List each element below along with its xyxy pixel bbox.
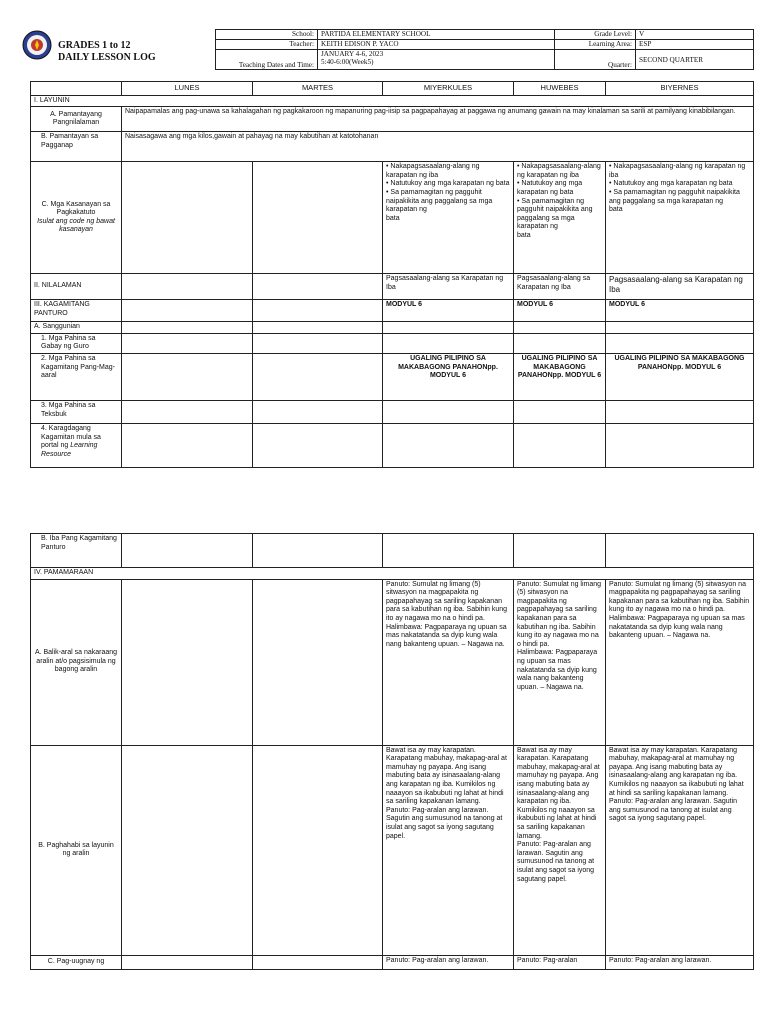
- lunes-cell: [122, 162, 253, 274]
- dates-label: Teaching Dates and Time:: [216, 50, 318, 70]
- huwebes-cell: [514, 534, 606, 568]
- lunes-cell: [122, 274, 253, 300]
- lunes-cell: [122, 423, 253, 467]
- miyerkules-cell: [383, 400, 514, 423]
- grade-value: V: [636, 30, 754, 40]
- pag-uugnay-huwebes: Panuto: Pag-aralan: [514, 955, 606, 969]
- day-header: MIYERKULES: [383, 82, 514, 96]
- nilalaman-miyerkules: Pagsasaalang-alang sa Karapatan ng Iba: [383, 274, 514, 300]
- kagamitan-huwebes: MODYUL 6: [514, 300, 606, 322]
- martes-cell: [253, 353, 383, 400]
- kagamitan-miyerkules: MODYUL 6: [383, 300, 514, 322]
- lunes-cell: [122, 400, 253, 423]
- lunes-cell: [122, 333, 253, 353]
- kagamitang-huwebes: UGALING PILIPINO SA MAKABAGONG PANAHONpp. MODYUL 6: [514, 353, 606, 400]
- balik-aral-biyernes: Panuto: Sumulat ng limang (5) sitwasyon na magpapakita ng pagpapahayag sa sariling kapakanan para sa kabutihan ng iba. Sabihin kung ito ay nagawa mo na o hindi pa. Halimbawa: Pagpaparaya ng upuan sa mas nakatatanda sa dyip kung wala nang bakanteng upuan. – Nagawa na.: [606, 579, 754, 745]
- lunes-cell: [122, 353, 253, 400]
- lunes-cell: [122, 955, 253, 969]
- header-info-table: [215, 29, 754, 70]
- deped-seal-icon: [22, 30, 52, 60]
- miyerkules-cell: [383, 333, 514, 353]
- teacher-label: Teacher:: [216, 40, 318, 50]
- huwebes-cell: [514, 423, 606, 467]
- martes-cell: [253, 274, 383, 300]
- quarter-label: Quarter:: [555, 50, 636, 70]
- martes-cell: [253, 534, 383, 568]
- lunes-cell: [122, 322, 253, 334]
- area-value: ESP: [636, 40, 754, 50]
- kagamitang-miyerkules: UGALING PILIPINO SA MAKABAGONG PANAHONpp. MODYUL 6: [383, 353, 514, 400]
- balik-aral-label: A. Balik-aral sa nakaraang aralin at/o pagsisimula ng bagong aralin: [31, 579, 122, 745]
- pamantayan-pagganap-text: Naisasagawa ang mga kilos,gawain at pahayag na may kabutihan at katotohanan: [122, 132, 754, 162]
- quarter-value: SECOND QUARTER: [636, 50, 754, 70]
- pamantayang-pangnilalaman-text: Naipapamalas ang pag-unawa sa kahalagahan ng pagkakaroon ng mapanuring pag-iisip sa pagpapahayag at paggawa ng anumang gawain na may kinalaman sa sarili at pamilyang kinabibilangan.: [122, 107, 754, 132]
- document-title: [58, 40, 156, 64]
- section-layunin: I. LAYUNIN: [31, 95, 754, 107]
- lunes-cell: [122, 300, 253, 322]
- kagamitan-label: III. KAGAMITANG PANTURO: [31, 300, 122, 322]
- biyernes-cell: [606, 333, 754, 353]
- sanggunian-label: A. Sanggunian: [31, 322, 122, 334]
- martes-cell: [253, 322, 383, 334]
- karagdagang-label: 4. Karagdagang Kagamitan mula sa portal ng: [41, 424, 101, 450]
- miyerkules-cell: [383, 322, 514, 334]
- teacher-value: KEITH EDISON P. YACO: [318, 40, 555, 50]
- martes-cell: [253, 300, 383, 322]
- lunes-cell: [122, 745, 253, 955]
- huwebes-cell: [514, 322, 606, 334]
- lunes-cell: [122, 534, 253, 568]
- school-value: PARTIDA ELEMENTARY SCHOOL: [318, 30, 555, 40]
- martes-cell: [253, 423, 383, 467]
- day-header: LUNES: [122, 82, 253, 96]
- nilalaman-biyernes: Pagsasaalang-alang sa Karapatan ng Iba: [606, 274, 754, 300]
- miyerkules-cell: [383, 423, 514, 467]
- lunes-cell: [122, 579, 253, 745]
- martes-cell: [253, 579, 383, 745]
- nilalaman-label: II. NILALAMAN: [31, 274, 122, 300]
- day-header: BIYERNES: [606, 82, 754, 96]
- title-line1: GRADES 1 to 12: [58, 40, 131, 51]
- school-label: School:: [216, 30, 318, 40]
- martes-cell: [253, 955, 383, 969]
- iba-pang-label: B. Iba Pang Kagamitang Panturo: [31, 534, 122, 568]
- lesson-log-table-1: [30, 81, 754, 468]
- huwebes-cell: [514, 400, 606, 423]
- pag-uugnay-label: C. Pag-uugnay ng: [31, 955, 122, 969]
- paghahabi-label: B. Paghahabi sa layunin ng aralin: [31, 745, 122, 955]
- kasanayan-huwebes: • Nakapagsasaalang-alang ng karapatan ng iba • Natutukoy ang mga karapatan ng bata • Sa pamamagitan ng pagguhit naipakikita ang paggalang sa mga karapatan ng bata: [514, 162, 606, 274]
- dates-value: [318, 50, 555, 70]
- title-line2: DAILY LESSON LOG: [58, 52, 156, 63]
- paghahabi-miyerkules: Bawat isa ay may karapatan. Karapatang mabuhay, makapag-aral at mamuhay ng payapa. Ang isang mabuting bata ay isinasaalang-alang ang karapatan ng iba. Kumikilos ng naaayon sa ikabubuti ng lahat at hindi sa sariling kapakanan lamang. Panuto: Pag-aralan ang larawan. Sagutin ang sumusunod na tanong at isulat ang sagot sa iyong sagutang papel.: [383, 745, 514, 955]
- teksbuk-label: 3. Mga Pahina sa Teksbuk: [31, 400, 122, 423]
- biyernes-cell: [606, 534, 754, 568]
- kasanayan-miyerkules: • Nakapagsasaalang-alang ng karapatan ng iba • Natutukoy ang mga karapatan ng bata • Sa pamamagitan ng pagguhit naipakikita ang paggalang sa mga karapatan ng bata: [383, 162, 514, 274]
- area-label: Learning Area:: [555, 40, 636, 50]
- biyernes-cell: [606, 322, 754, 334]
- kasanayan-note: Isulat ang code ng bawat kasanayan: [37, 217, 115, 234]
- pamantayang-pangnilalaman-label: A. Pamantayang Pangnilalaman: [31, 107, 122, 132]
- day-header: MARTES: [253, 82, 383, 96]
- day-header: HUWEBES: [514, 82, 606, 96]
- miyerkules-cell: [383, 534, 514, 568]
- kagamitan-biyernes: MODYUL 6: [606, 300, 754, 322]
- kagamitang-biyernes: UGALING PILIPINO SA MAKABAGONG PANAHONpp. MODYUL 6: [606, 353, 754, 400]
- dates-line2: 5:40-6:00(Week5): [321, 58, 374, 66]
- huwebes-cell: [514, 333, 606, 353]
- grade-label: Grade Level:: [555, 30, 636, 40]
- biyernes-cell: [606, 423, 754, 467]
- dates-line1: JANUARY 4-6, 2023: [321, 50, 384, 58]
- kasanayan-biyernes: • Nakapagsasaalang-alang ng karapatan ng iba • Natutukoy ang mga karapatan ng bata • Sa pamamagitan ng pagguhit naipakikita ang paggalang sa mga karapatan ng bata: [606, 162, 754, 274]
- kasanayan-label: C. Mga Kasanayan sa Pagkakatuto: [41, 200, 111, 217]
- balik-aral-miyerkules: Panuto: Sumulat ng limang (5) sitwasyon na magpapakita ng pagpapahayag sa sariling kapakanan para sa kabutihan ng iba. Sabihin kung ito ay nagawa mo na o hindi pa. Halimbawa: Pagpaparaya ng upuan sa mas nakatatanda sa dyip kung wala nang bakanteng upuan. – Nagawa na.: [383, 579, 514, 745]
- lesson-log-table-2: [30, 533, 754, 970]
- karagdagang-label-cell: [31, 423, 122, 467]
- karagdagang-italic: Learning Resource: [41, 442, 98, 458]
- corner-cell: [31, 82, 122, 96]
- gabay-label: 1. Mga Pahina sa Gabay ng Guro: [31, 333, 122, 353]
- martes-cell: [253, 333, 383, 353]
- pag-uugnay-biyernes: Panuto: Pag-aralan ang larawan.: [606, 955, 754, 969]
- kasanayan-label-cell: [31, 162, 122, 274]
- paghahabi-huwebes: Bawat isa ay may karapatan. Karapatang mabuhay, makapag-aral at mamuhay ng payapa. Ang isang mabuting bata ay isinasaalang-alang ang karapatan ng iba. Kumikilos ng naaayon sa ikabubuti ng lahat at hindi sa sariling kapakanan lamang. Panuto: Pag-aralan ang larawan. Sagutin ang sumusunod na tanong at isulat ang sagot sa iyong sagutang papel.: [514, 745, 606, 955]
- martes-cell: [253, 745, 383, 955]
- martes-cell: [253, 162, 383, 274]
- section-pamamaraan: IV. PAMAMARAAN: [31, 568, 754, 580]
- paghahabi-biyernes: Bawat isa ay may karapatan. Karapatang mabuhay, makapag-aral at mamuhay ng payapa. Ang isang mabuting bata ay isinasaalang-alang ang karapatan ng iba. Kumikilos ng naaayon sa ikabubuti ng lahat at hindi sa sariling kapakanan lamang. Panuto: Pag-aralan ang larawan. Sagutin ang sumusunod na tanong at isulat ang sagot sa iyong sagutang papel.: [606, 745, 754, 955]
- pag-uugnay-miyerkules: Panuto: Pag-aralan ang larawan.: [383, 955, 514, 969]
- kagamitang-pang-mag-aaral-label: 2. Mga Pahina sa Kagamitang Pang-Mag-aaral: [31, 353, 122, 400]
- balik-aral-huwebes: Panuto: Sumulat ng limang (5) sitwasyon na magpapakita ng pagpapahayag sa sariling kapakanan para sa kabutihan ng iba. Sabihin kung ito ay nagawa mo na o hindi pa. Halimbawa: Pagpaparaya ng upuan sa mas nakatatanda sa dyip kung wala nang bakanteng upuan. – Nagawa na.: [514, 579, 606, 745]
- pamantayan-pagganap-label: B. Pamantayan sa Pagganap: [31, 132, 122, 162]
- martes-cell: [253, 400, 383, 423]
- biyernes-cell: [606, 400, 754, 423]
- nilalaman-huwebes: Pagsasaalang-alang sa Karapatan ng Iba: [514, 274, 606, 300]
